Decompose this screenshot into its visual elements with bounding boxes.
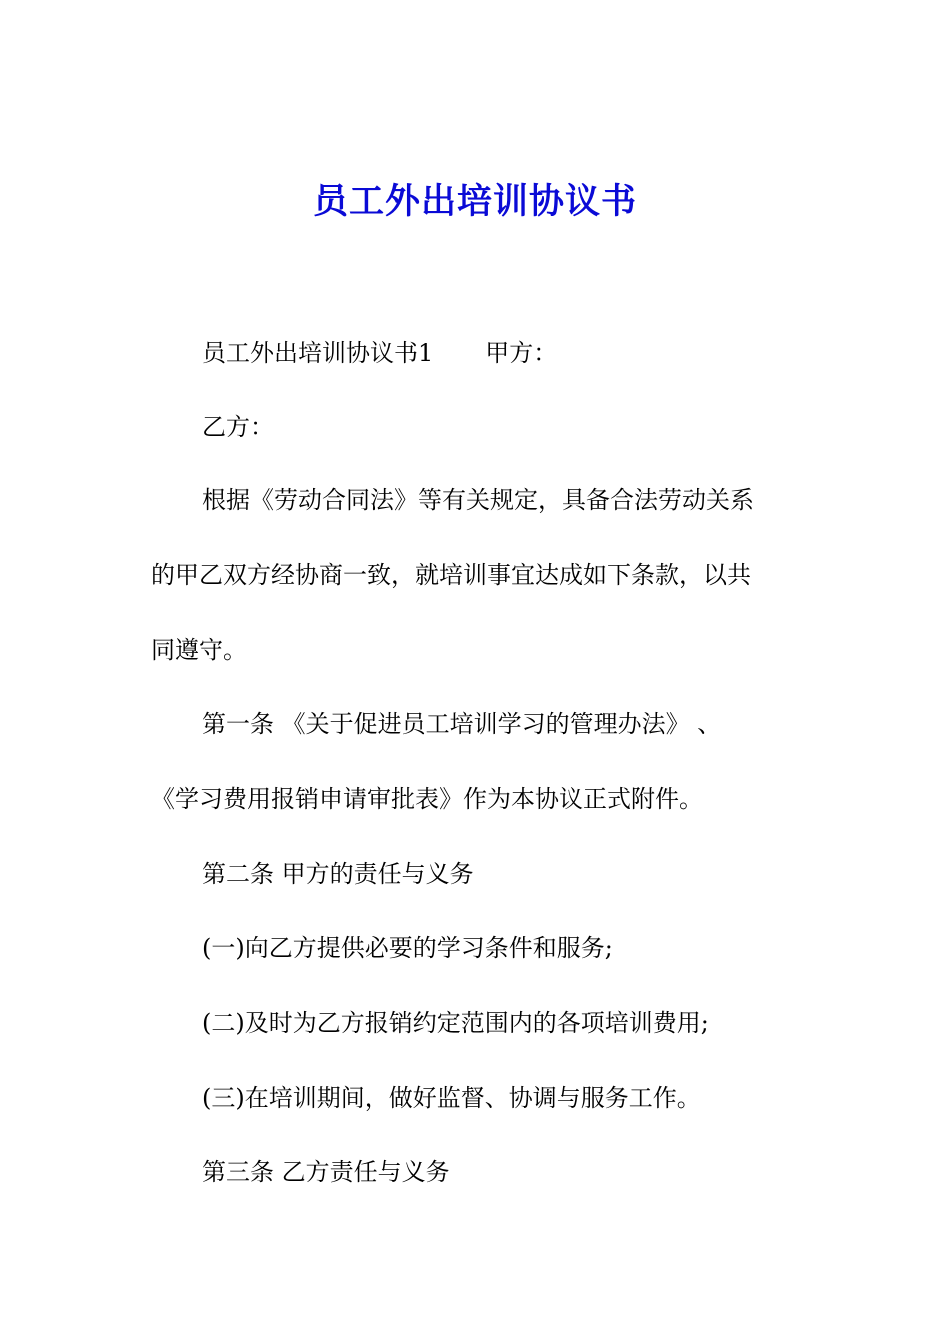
article-one-continuation: 《学习费用报销申请审批表》作为本协议正式附件。 [151, 785, 703, 813]
article-three-heading: 第三条 乙方责任与义务 [202, 1158, 450, 1186]
article-two-item: (一)向乙方提供必要的学习条件和服务; [202, 934, 613, 962]
paragraph-line: 同遵守。 [151, 636, 247, 664]
paragraph-line: 的甲乙双方经协商一致，就培训事宜达成如下条款，以共 [151, 561, 751, 589]
paragraph-line: 根据《劳动合同法》等有关规定，具备合法劳动关系 [202, 486, 754, 514]
article-one-line: 第一条 《关于促进员工培训学习的管理办法》 、 [202, 710, 722, 738]
document-title: 员工外出培训协议书 [312, 181, 637, 222]
agreement-heading-line [202, 337, 557, 369]
party-a-label: 甲方： [485, 339, 558, 367]
agreement-number: 员工外出培训协议书1 [202, 339, 434, 367]
article-two-item: (二)及时为乙方报销约定范围内的各项培训费用; [202, 1009, 709, 1037]
party-b-label: 乙方： [202, 413, 274, 441]
article-two-item: (三)在培训期间，做好监督、协调与服务工作。 [202, 1084, 701, 1112]
article-two-heading: 第二条 甲方的责任与义务 [202, 860, 474, 888]
